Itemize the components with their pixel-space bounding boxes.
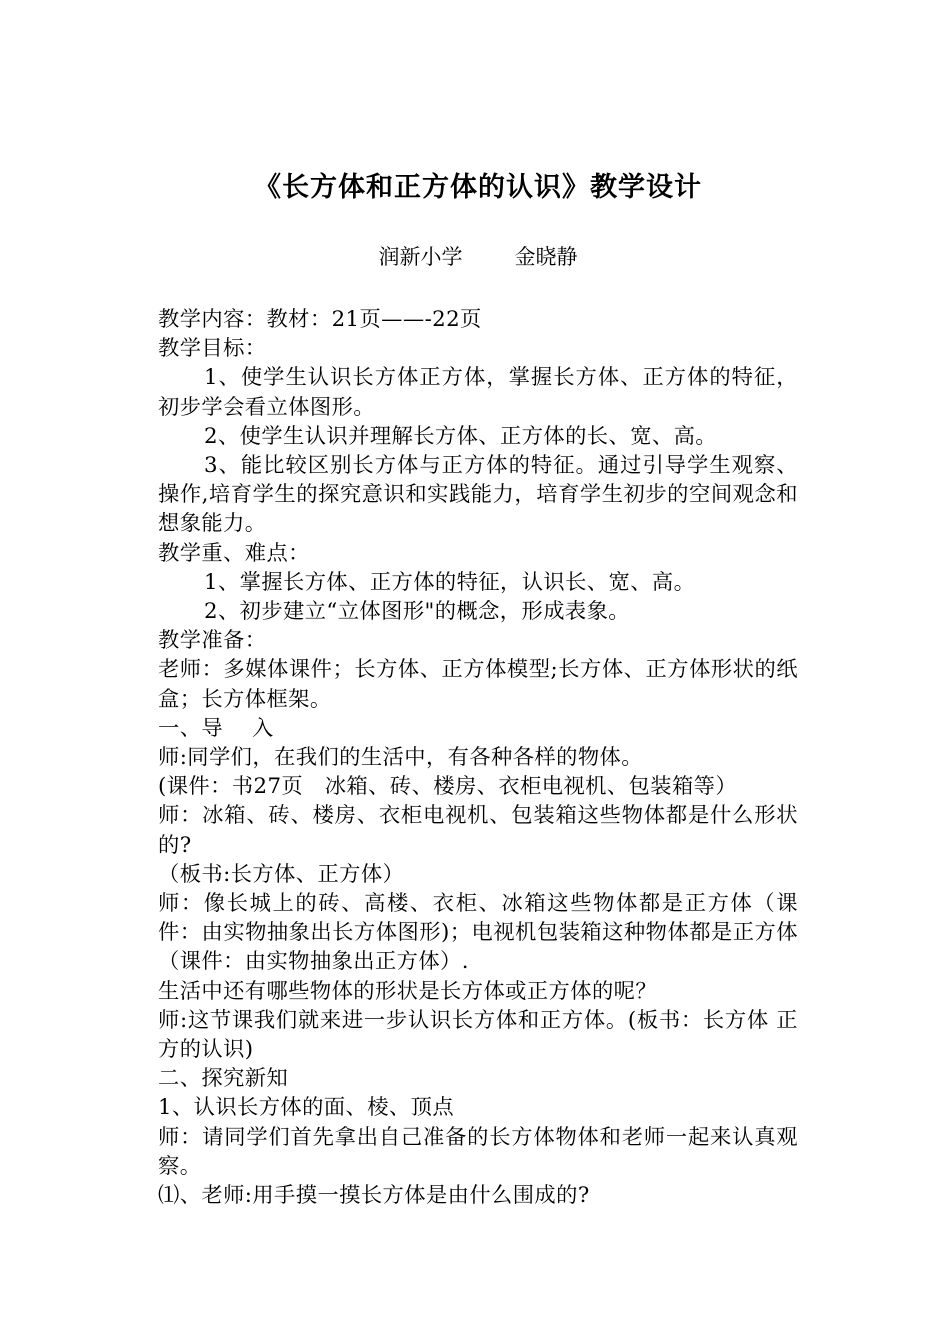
author-name: 金晓静	[514, 245, 578, 269]
paragraph: 1、认识长方体的面、棱、顶点	[158, 1095, 455, 1121]
paragraph: (课件：书27页 冰箱、砖、楼房、衣柜电视机、包装箱等）	[158, 774, 738, 800]
paragraph: 3、能比较区别长方体与正方体的特征。通过引导学生观察、操作,培育学生的探究意识和实践能力，培育学生初步的空间观念和想象能力。	[158, 453, 798, 537]
paragraph: 二、探究新知	[158, 1066, 289, 1092]
paragraph: 1、掌握长方体、正方体的特征，认识长、宽、高。	[204, 569, 696, 595]
paragraph: 师：像长城上的砖、高楼、衣柜、冰箱这些物体都是正方体（课件：由实物抽象出长方体图形)；电视机包装箱这种物体都是正方体（课件：由实物抽象出正方体）.	[158, 891, 798, 975]
author-line	[158, 242, 798, 272]
paragraph: （板书:长方体、正方体）	[158, 861, 405, 887]
document-page	[158, 170, 798, 1210]
paragraph: 教学内容：教材：21页——-22页	[158, 307, 482, 332]
paragraph: 教学重、难点：	[158, 540, 310, 566]
paragraph: 师：请同学们首先拿出自己准备的长方体物体和老师一起来认真观察。	[158, 1124, 798, 1179]
paragraph: 师:同学们，在我们的生活中，有各种各样的物体。	[158, 745, 643, 771]
paragraph: 2、初步建立“立体图形"的概念，形成表象。	[204, 599, 630, 625]
paragraph: 老师：多媒体课件；长方体、正方体模型;长方体、正方体形状的纸盒；长方体框架。	[158, 657, 798, 712]
paragraph: 教学准备：	[158, 628, 267, 654]
paragraph: 1、使学生认识长方体正方体，掌握长方体、正方体的特征，初步学会看立体图形。	[158, 365, 798, 420]
paragraph: 2、使学生认识并理解长方体、正方体的长、宽、高。	[204, 423, 717, 449]
paragraph: 生活中还有哪些物体的形状是长方体或正方体的呢？	[158, 978, 658, 1004]
school-name: 润新小学	[378, 245, 463, 269]
paragraph: 一、导 入	[158, 715, 274, 741]
paragraph: 师:这节课我们就来进一步认识长方体和正方体。(板书：长方体 正方的认识)	[158, 1007, 798, 1063]
paragraph: 教学目标：	[158, 336, 267, 362]
paragraph: ⑴、老师:用手摸一摸长方体是由什么围成的?	[158, 1183, 590, 1209]
paragraph: 师：冰箱、砖、楼房、衣柜电视机、包装箱这些物体都是什么形状的?	[158, 803, 798, 858]
document-title: 《长方体和正方体的认识》教学设计	[254, 172, 702, 203]
document-body	[158, 305, 798, 1210]
